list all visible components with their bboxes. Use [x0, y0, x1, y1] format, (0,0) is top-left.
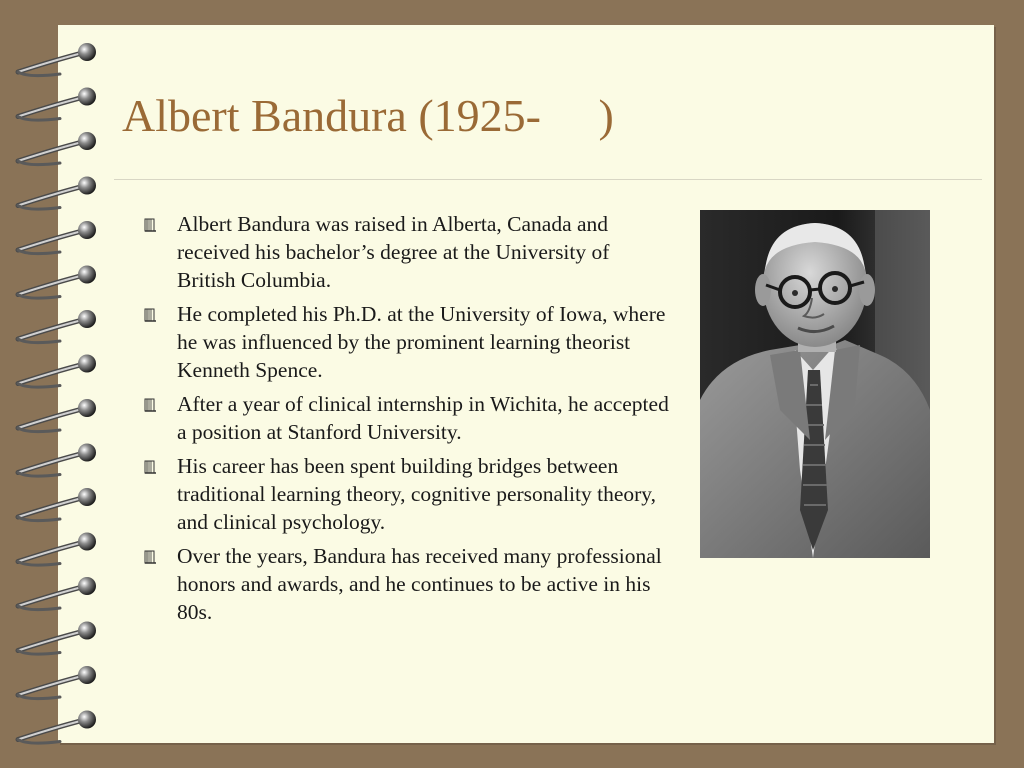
list-item — [140, 452, 670, 536]
title-divider — [114, 179, 982, 180]
spiral-ring — [18, 355, 96, 388]
spiral-ring — [18, 310, 96, 343]
spiral-ring — [18, 399, 96, 432]
spiral-ring — [18, 577, 96, 610]
spiral-ring — [18, 533, 96, 566]
bullet-text: After a year of clinical internship in Wichita, he accepted a position at Stanford University. — [177, 392, 669, 444]
bullet-text: He completed his Ph.D. at the University of Iowa, where he was influenced by the prominent learning theorist Kenneth Spence. — [177, 302, 666, 382]
list-item — [140, 390, 670, 446]
spiral-ring — [18, 132, 96, 165]
spiral-ring — [18, 266, 96, 299]
book-icon — [142, 459, 158, 475]
list-item — [140, 300, 670, 384]
book-icon — [142, 397, 158, 413]
spiral-ring — [18, 444, 96, 477]
spiral-ring — [18, 711, 96, 744]
portrait-photo — [700, 210, 930, 558]
spiral-ring — [18, 177, 96, 210]
book-icon — [142, 549, 158, 565]
book-icon — [142, 217, 158, 233]
spiral-ring — [18, 88, 96, 121]
list-item — [140, 542, 670, 626]
spiral-binding — [0, 0, 110, 768]
bullet-text: Over the years, Bandura has received many professional honors and awards, and he continues to be active in his 80s. — [177, 544, 662, 624]
spiral-ring — [18, 43, 96, 76]
spiral-ring — [18, 666, 96, 699]
bullet-text: Albert Bandura was raised in Alberta, Canada and received his bachelor’s degree at the University of British Columbia. — [177, 212, 610, 292]
book-icon — [142, 307, 158, 323]
spiral-ring — [18, 488, 96, 521]
spiral-ring — [18, 221, 96, 254]
bullet-text: His career has been spent building bridges between traditional learning theory, cognitive personality theory, and clinical psychology. — [177, 454, 657, 534]
bullet-list — [140, 210, 670, 632]
slide-title: Albert Bandura (1925- ) — [122, 90, 614, 141]
list-item — [140, 210, 670, 294]
spiral-ring — [18, 622, 96, 655]
